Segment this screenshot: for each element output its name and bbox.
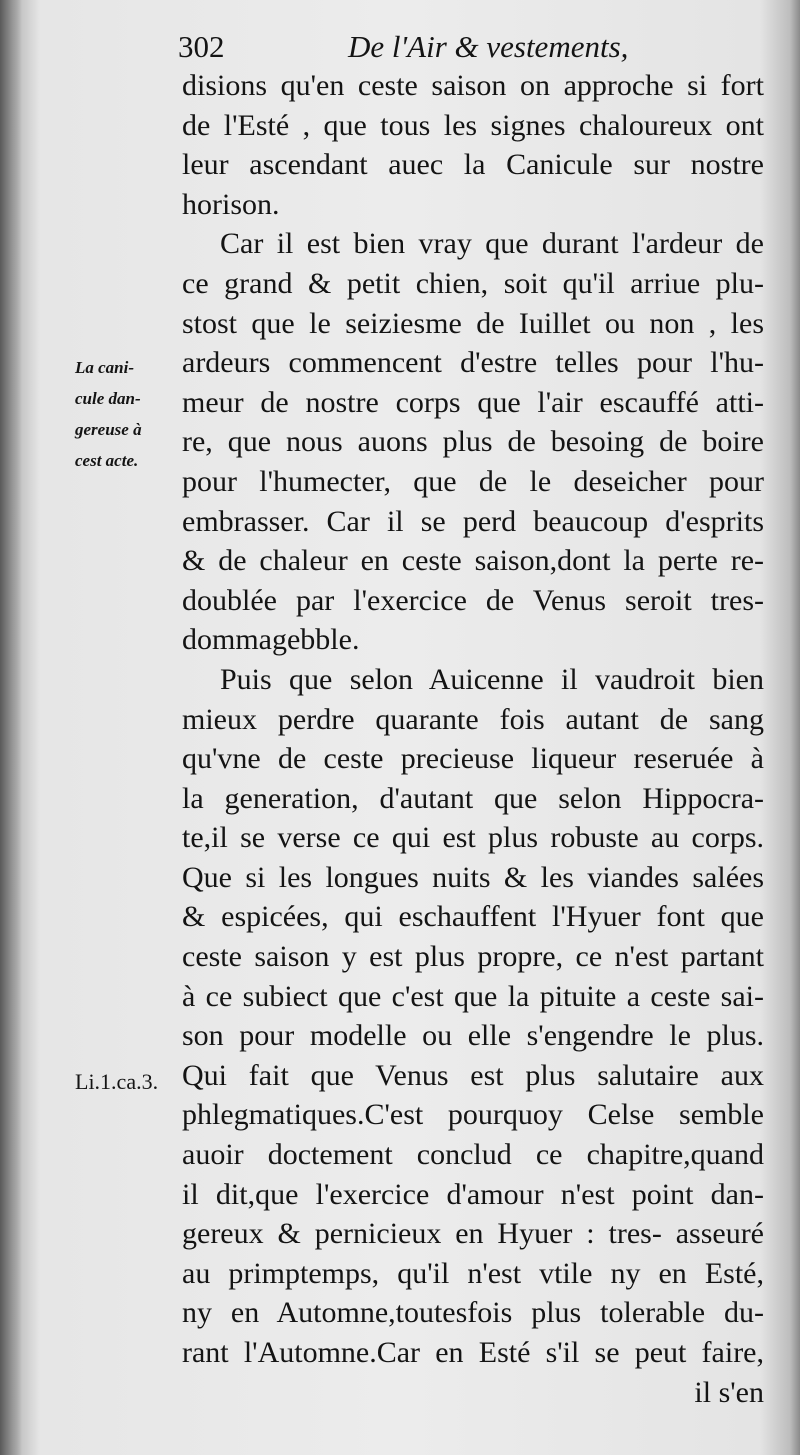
text-line: de l'Esté , que tous les signes chaloureux ont — [182, 108, 764, 142]
text-line: il dit,que l'exercice d'amour n'est point dan- — [182, 1177, 764, 1211]
text-line: gereux & pernicieux en Hyuer : tres- asseuré — [182, 1217, 764, 1251]
text-line: ny en Automne,toutesfois plus tolerable du- — [182, 1296, 764, 1330]
text-line: Que si les longues nuits & les viandes salées — [182, 860, 764, 894]
text-line: Puis que selon Auicenne il vaudroit bien — [220, 662, 764, 696]
text-line: ardeurs commencent d'estre telles pour l'hu- — [182, 346, 764, 380]
text-line: mieux perdre quarante fois autant de sang — [182, 702, 764, 736]
text-line: & de chaleur en ceste saison,dont la perte re- — [182, 544, 764, 578]
text-line: doublée par l'exercice de Venus seroit tres- — [182, 583, 764, 617]
text-line: disions qu'en ceste saison on approche si fort — [182, 69, 764, 102]
page-header — [178, 30, 778, 64]
text-line: dommagebble. — [182, 623, 360, 657]
text-line: Car il est bien vray que durant l'ardeur de — [220, 227, 764, 261]
page-number: 302 — [178, 29, 225, 64]
text-line: te,il se verse ce qui est plus robuste au corps. — [182, 821, 764, 855]
text-line: ceste saison y est plus propre, ce n'est partant — [182, 940, 764, 974]
text-line: la generation, d'autant que selon Hippocra- — [182, 781, 764, 815]
body-text — [182, 66, 764, 1412]
page-gutter-shadow — [0, 0, 22, 1455]
text-line: phlegmatiques.C'est pourquoy Celse semble — [182, 1098, 764, 1132]
margin-note-line: cest acte. — [75, 451, 139, 470]
text-line: re, que nous auons plus de besoing de boire — [182, 425, 764, 459]
text-line: pour l'humecter, que de le deseicher pour — [182, 464, 764, 498]
margin-note-line: gereuse à — [75, 420, 142, 439]
text-line: stost que le seiziesme de Iuillet ou non , les — [182, 306, 764, 340]
text-line: qu'vne de ceste precieuse liqueur reseruée à — [182, 742, 764, 776]
text-line: meur de nostre corps que l'air escauffé atti- — [182, 385, 764, 419]
text-line: son pour modelle ou elle s'engendre le plus. — [182, 1019, 764, 1053]
text-line: & espicées, qui eschauffent l'Hyuer font que — [182, 900, 764, 934]
text-line: à ce subiect que c'est que la pituite a ceste sai- — [182, 979, 764, 1013]
running-head: De l'Air & vestements, — [348, 29, 629, 64]
text-line: rant l'Automne.Car en Esté s'il se peut faire, — [182, 1336, 764, 1369]
margin-note-line: La cani- — [75, 358, 135, 377]
text-line: ce grand & petit chien, soit qu'il arriue plu- — [182, 266, 764, 300]
margin-citation: Li.1.ca.3. — [75, 1069, 159, 1094]
text-line: horison. — [182, 187, 280, 221]
text-line: auoir doctement conclud ce chapitre,quand — [182, 1138, 764, 1172]
margin-note — [75, 352, 183, 476]
text-line: leur ascendant auec la Canicule sur nostre — [182, 148, 764, 182]
catchword: il s'en — [694, 1375, 764, 1409]
margin-note-line: cule dan- — [75, 389, 141, 408]
text-line: au primptemps, qu'il n'est vtile ny en Esté, — [182, 1256, 764, 1290]
text-line: embrasser. Car il se perd beaucoup d'esprits — [182, 504, 764, 538]
text-line: Qui fait que Venus est plus salutaire aux — [182, 1058, 764, 1092]
